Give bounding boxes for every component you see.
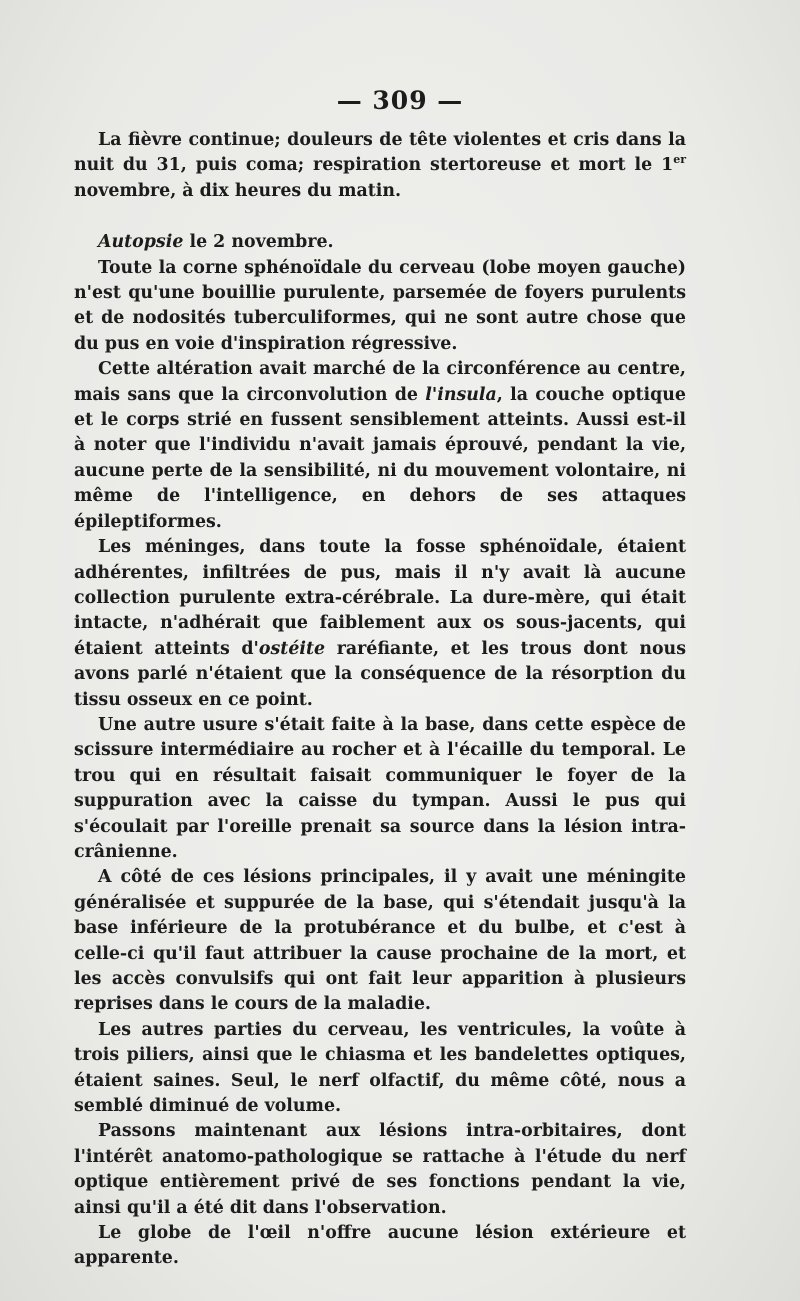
paragraph-1-text-a: La fièvre continue; douleurs de tête violentes et cris dans la nuit du 31, puis coma; respiration stertoreuse et mort le 1: [74, 130, 686, 176]
paragraph-5-text-b: raréfiante, et les trous dont nous avons parlé n'étaient que la conséquence de la résorption du tissu osseux en ce point.: [74, 638, 686, 710]
paragraph-autopsie: [74, 230, 686, 255]
paragraph-9: Passons maintenant aux lésions intra-orbitaires, dont l'intérêt anatomo-pathologique se rattache à l'étude du nerf optique entièrement privé de ses fonctions pendant la vie, ainsi qu'il a été dit dans l'observation.: [74, 1121, 686, 1218]
osteite-italic: ostéite: [258, 638, 326, 659]
paragraph-4: [74, 357, 686, 535]
paragraph-3: Toute la corne sphénoïdale du cerveau (lobe moyen gauche) n'est qu'une bouillie purulente, parsemée de foyers purulents et de nodosités tuberculiformes, qui ne sont autre chose que du pus en voie d'inspiration régressive.: [74, 257, 686, 354]
superscript-er: er: [673, 153, 686, 167]
autopsie-date: le 2 novembre.: [183, 232, 334, 253]
paragraph-1: [74, 128, 686, 204]
paragraph-7: A côté de ces lésions principales, il y avait une méningite généralisée et suppurée de la base, qui s'étendait jusqu'à la base inférieure de la protubérance et du bulbe, et c'est à celle-ci qu'il faut attribuer la cause prochaine de la mort, et les accès convulsifs qui ont fait leur apparition à plusieurs reprises dans le cours de la maladie.: [74, 867, 686, 1015]
autopsie-italic: Autopsie: [98, 232, 184, 253]
paragraph-1-text-b: novembre, à dix heures du matin.: [74, 180, 402, 201]
paragraph-5: [74, 535, 686, 713]
paragraph-10: Le globe de l'œil n'offre aucune lésion extérieure et apparente.: [74, 1223, 686, 1269]
page-body: [74, 128, 686, 1272]
paragraph-5-text-a: Les méninges, dans toute la fosse sphénoïdale, étaient adhérentes, infiltrées de pus, mais il n'y avait là aucune collection purulente extra-cérébrale. La dure-mère, qui était intacte, n'adhérait que faiblement aux os sous-jacents, qui étaient atteints d': [74, 537, 686, 659]
paragraph-4-text-b: , la couche optique et le corps strié en fussent sensiblement atteints. Aussi est-il à noter que l'individu n'avait jamais éprouvé, pendant la vie, aucune perte de la sensibilité, ni du mouvement volontaire, ni même de l'intelligence, en dehors de ses attaques épileptiformes.: [74, 384, 686, 532]
insula-italic: l'insula: [425, 384, 497, 405]
page-number: — 309 —: [336, 86, 464, 115]
paragraph-4-text-a: Cette altération avait marché de la circonférence au centre, mais sans que la circonvolution de: [74, 359, 686, 405]
paragraph-6: Une autre usure s'était faite à la base, dans cette espèce de scissure intermédiaire au rocher et à l'écaille du temporal. Le trou qui en résultait faisait communiquer le foyer de la suppuration avec la caisse du tympan. Aussi le pus qui s'écoulait par l'oreille prenait sa source dans la lésion intra-crânienne.: [74, 714, 686, 862]
paragraph-8: Les autres parties du cerveau, les ventricules, la voûte à trois piliers, ainsi que le chiasma et les bandelettes optiques, étaient saines. Seul, le nerf olfactif, du même côté, nous a semblé diminué de volume.: [74, 1019, 686, 1117]
